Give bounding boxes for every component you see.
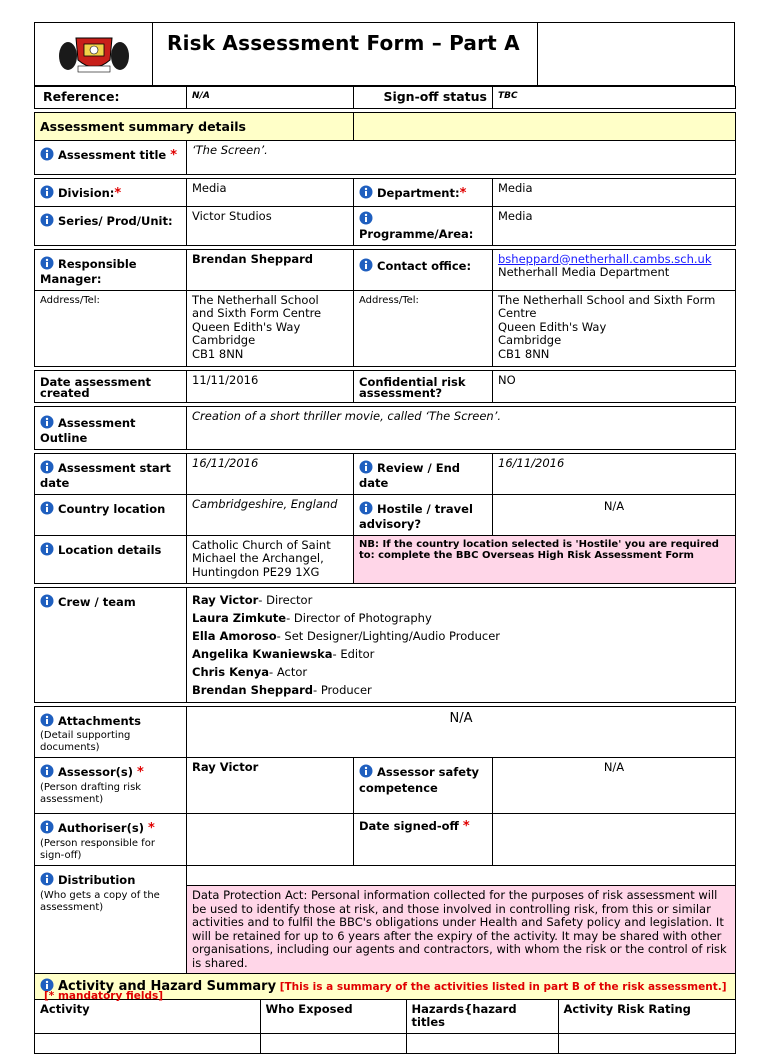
info-icon[interactable] xyxy=(40,213,54,231)
hostile-note: NB: If the country location selected is 'Hostile' you are required to: complete the BBC Overseas High Risk Assessment Form xyxy=(354,535,736,583)
summary-heading-row xyxy=(35,113,736,141)
contact-email-link[interactable]: bsheppard@netherhall.cambs.sch.uk xyxy=(498,251,712,266)
who-exposed-cell[interactable] xyxy=(260,1033,406,1053)
address-value-2[interactable]: The Netherhall School and Sixth Form Centre Queen Edith's Way Cambridge CB1 8NN xyxy=(493,290,736,366)
info-icon[interactable] xyxy=(40,256,54,274)
info-icon[interactable] xyxy=(40,713,54,731)
column-who-exposed: Who Exposed xyxy=(260,1000,406,1034)
activity-header-row xyxy=(35,999,736,1054)
summary-heading-blank xyxy=(354,113,736,141)
hazards-cell[interactable] xyxy=(406,1033,558,1053)
crew-label: Crew / team xyxy=(58,594,136,609)
info-icon[interactable] xyxy=(40,820,54,838)
department-label: Department: xyxy=(377,186,460,200)
crew-member: Laura Zimkute- Director of Photography xyxy=(192,610,432,625)
required-star: * xyxy=(137,765,144,780)
assessor-row xyxy=(35,758,736,814)
activity-note: [This is a summary of the activities listed in part B of the risk assessment.] xyxy=(279,981,727,993)
attachments-row xyxy=(35,706,736,758)
required-star: * xyxy=(147,821,155,836)
info-icon[interactable] xyxy=(359,185,373,203)
crew-member: Angelika Kwaniewska- Editor xyxy=(192,646,375,661)
info-icon[interactable] xyxy=(40,542,54,560)
start-date-label: Assessment start date xyxy=(40,460,171,490)
confidential-value[interactable]: NO xyxy=(493,370,736,402)
school-crest-logo xyxy=(35,23,153,85)
attachments-sub: (Detail supporting documents) xyxy=(40,730,131,753)
manager-value[interactable]: Brendan Sheppard xyxy=(187,249,354,290)
risk-assessment-table xyxy=(34,86,736,1054)
column-activity: Activity xyxy=(35,1000,260,1034)
outline-row xyxy=(35,406,736,449)
reference-row xyxy=(35,87,736,109)
dates-row xyxy=(35,453,736,494)
address-value-1[interactable]: The Netherhall School and Sixth Form Centre Queen Edith's Way Cambridge CB1 8NN xyxy=(187,290,354,366)
info-icon[interactable] xyxy=(359,211,373,229)
authoriser-row xyxy=(35,814,736,866)
assessor-competence-label: Assessor safety competence xyxy=(359,765,480,795)
address-row xyxy=(35,290,736,366)
info-icon[interactable] xyxy=(40,185,54,203)
location-row xyxy=(35,535,736,583)
form-header xyxy=(34,22,735,86)
info-icon[interactable] xyxy=(359,764,373,782)
distribution-sub: (Who gets a copy of the assessment) xyxy=(40,889,160,913)
date-signed-value[interactable] xyxy=(493,814,736,866)
country-value[interactable]: Cambridgeshire, England xyxy=(187,494,354,535)
date-created-label: Date assessment created xyxy=(35,370,187,402)
info-icon[interactable] xyxy=(40,501,54,519)
date-created-value[interactable]: 11/11/2016 xyxy=(187,370,354,402)
outline-label: Assessment Outline xyxy=(40,415,136,445)
manager-row xyxy=(35,249,736,290)
distribution-label: Distribution xyxy=(58,873,136,887)
manager-label: Responsible Manager: xyxy=(40,256,137,286)
outline-value[interactable]: Creation of a short thriller movie, called ‘The Screen’. xyxy=(187,406,736,449)
assessors-sub: (Person drafting risk assessment) xyxy=(40,781,142,805)
crew-member: Ella Amoroso- Set Designer/Lighting/Audio Producer xyxy=(192,628,500,643)
location-value[interactable]: Catholic Church of Saint Michael the Archangel, Huntingdon PE29 1XG xyxy=(187,535,354,583)
authorisers-sub: (Person responsible for sign-off) xyxy=(40,837,155,861)
risk-rating-cell[interactable] xyxy=(558,1033,736,1053)
start-date-value[interactable]: 16/11/2016 xyxy=(187,453,354,494)
info-icon[interactable] xyxy=(359,460,373,478)
confidential-label: Confidential risk assessment? xyxy=(354,370,493,402)
reference-label: Reference: xyxy=(35,87,187,109)
attachments-label: Attachments xyxy=(58,713,141,728)
assessors-label: Assessor(s) xyxy=(58,765,134,779)
location-label: Location details xyxy=(58,542,162,557)
info-icon[interactable] xyxy=(40,147,54,165)
crew-list[interactable] xyxy=(187,587,736,702)
info-icon[interactable] xyxy=(40,460,54,478)
info-icon[interactable] xyxy=(359,501,373,519)
address-label-1: Address/Tel: xyxy=(35,290,187,366)
info-icon[interactable] xyxy=(40,764,54,782)
contact-office-label: Contact office: xyxy=(377,258,472,273)
column-hazards: Hazards{hazard titles xyxy=(406,1000,558,1034)
activity-cell[interactable] xyxy=(35,1033,260,1053)
address-label-2: Address/Tel: xyxy=(354,290,493,366)
required-star: * xyxy=(114,186,122,201)
division-row xyxy=(35,179,736,207)
review-date-value[interactable]: 16/11/2016 xyxy=(493,453,736,494)
department-value[interactable]: Media xyxy=(493,179,736,207)
series-row xyxy=(35,206,736,245)
series-label: Series/ Prod/Unit: xyxy=(58,213,173,228)
assessor-competence-value[interactable]: N/A xyxy=(493,758,736,814)
date-created-row xyxy=(35,370,736,402)
crew-member: Ray Victor- Director xyxy=(192,592,313,607)
hostile-label: Hostile / travel advisory? xyxy=(359,501,473,531)
country-label: Country location xyxy=(58,501,166,516)
date-signed-label: Date signed-off xyxy=(359,819,459,833)
mandatory-fields-note: [* mandatory fields] xyxy=(44,990,164,1002)
info-icon[interactable] xyxy=(40,594,54,612)
info-icon[interactable] xyxy=(40,872,54,890)
activity-heading: Activity and Hazard Summary xyxy=(58,979,277,994)
signoff-label: Sign-off status xyxy=(354,87,493,109)
country-row xyxy=(35,494,736,535)
review-date-label: Review / End date xyxy=(359,460,460,490)
division-label: Division: xyxy=(58,186,115,200)
column-risk-rating: Activity Risk Rating xyxy=(558,1000,736,1034)
series-value[interactable]: Victor Studios xyxy=(187,206,354,245)
assessment-title-value[interactable]: ‘The Screen’. xyxy=(187,141,736,175)
distribution-value[interactable] xyxy=(187,866,736,886)
activity-table xyxy=(35,1000,736,1054)
assessors-value[interactable]: Ray Victor xyxy=(187,758,354,814)
authorisers-value[interactable] xyxy=(187,814,354,866)
assessment-title-label: Assessment title xyxy=(58,148,167,162)
info-icon[interactable] xyxy=(359,258,373,276)
info-icon[interactable] xyxy=(40,415,54,433)
programme-label: Programme/Area: xyxy=(359,227,474,241)
crew-row xyxy=(35,587,736,702)
assessment-title-row xyxy=(35,141,736,175)
programme-value[interactable]: Media xyxy=(493,206,736,245)
hostile-value[interactable]: N/A xyxy=(493,494,736,535)
form-title: Risk Assessment Form – Part A xyxy=(153,23,538,85)
required-star: * xyxy=(170,148,178,163)
required-star: * xyxy=(459,186,467,201)
required-star: * xyxy=(462,819,470,834)
division-value[interactable]: Media xyxy=(187,179,354,207)
contact-office-value[interactable]: Netherhall Media Department xyxy=(498,265,670,279)
signoff-value[interactable]: TBC xyxy=(493,87,736,109)
data-protection-notice: Data Protection Act: Personal information collected for the purposes of risk assessment will be used to identify those at risk, and those involved in controlling risk, from this or similar activities and to fulfil the BBC's obligations under Health and Safety policy and legislation. It will be retained for up to 6 years after the expiry of the activity. It may be shared with other organisations, including our agents and contractors, with whom the risk or the control of risk is shared. xyxy=(187,886,736,974)
summary-heading: Assessment summary details xyxy=(35,113,354,141)
reference-value[interactable]: N/A xyxy=(187,87,354,109)
authorisers-label: Authoriser(s) xyxy=(58,821,144,835)
header-blank-cell xyxy=(538,23,734,85)
attachments-value[interactable]: N/A xyxy=(187,706,736,758)
crew-member: Chris Kenya- Actor xyxy=(192,664,308,679)
distribution-row xyxy=(35,866,736,886)
crew-member: Brendan Sheppard- Producer xyxy=(192,682,372,697)
